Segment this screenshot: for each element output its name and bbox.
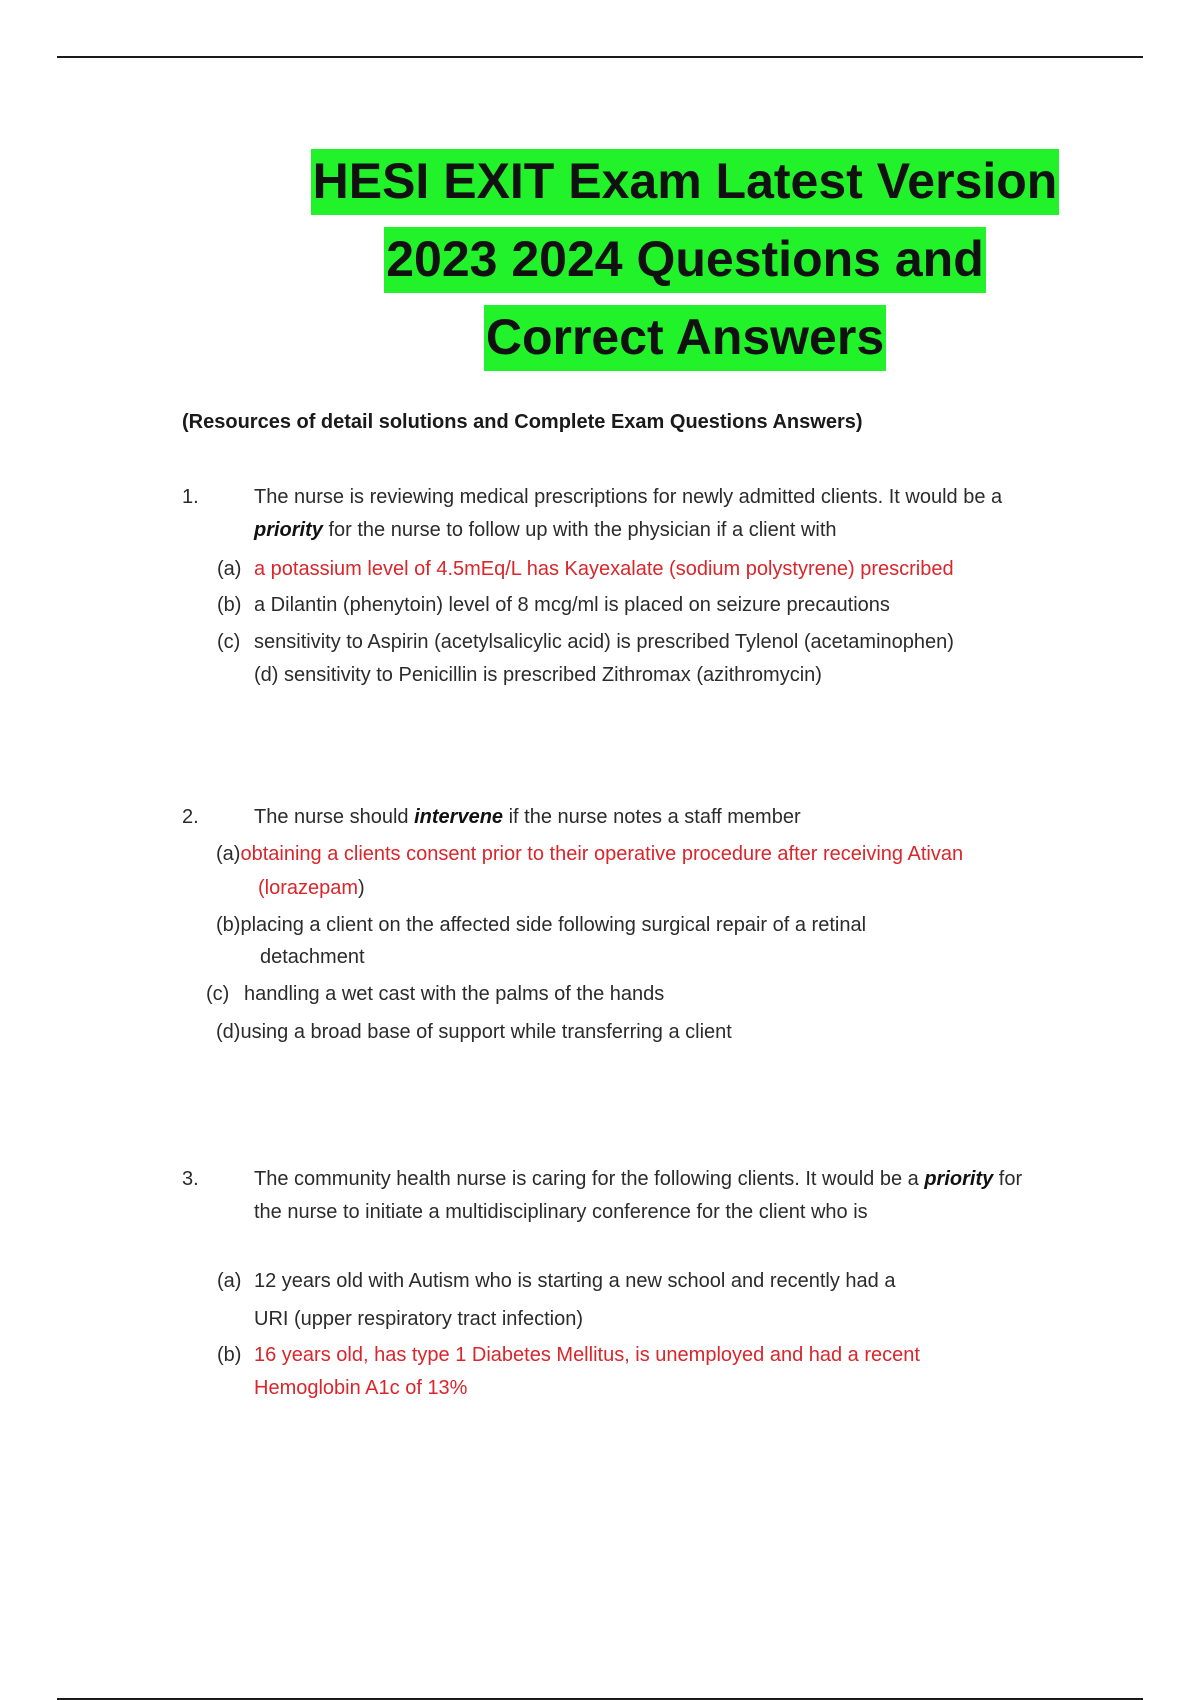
- option-d: (d)using a broad base of support while transferring a client: [216, 1021, 732, 1043]
- emphasis-priority: priority: [924, 1168, 994, 1190]
- option-text-correct-continued: Hemoglobin A1c of 13%: [254, 1377, 468, 1399]
- option-text-correct: 16 years old, has type 1 Diabetes Mellitus, is unemployed and had a recent: [254, 1344, 920, 1366]
- option-text: 12 years old with Autism who is starting a new school and recently had a: [254, 1270, 896, 1292]
- option-label: (b): [217, 594, 242, 616]
- option-a: (a)obtaining a clients consent prior to their operative procedure after receiving Ativan: [216, 843, 964, 865]
- option-text: a Dilantin (phenytoin) level of 8 mcg/ml is placed on seizure precautions: [254, 594, 890, 616]
- emphasis-intervene: intervene: [414, 806, 504, 828]
- option-a-continued: (lorazepam): [258, 877, 365, 899]
- option-text: handling a wet cast with the palms of the hands: [244, 983, 665, 1005]
- question-stem: The nurse should intervene if the nurse notes a staff member: [254, 806, 801, 828]
- option-b-continued: detachment: [260, 946, 365, 968]
- option-text-correct: a potassium level of 4.5mEq/L has Kayexalate (sodium polystyrene) prescribed: [254, 558, 954, 580]
- option-text: (d) sensitivity to Penicillin is prescribed Zithromax (azithromycin): [254, 664, 822, 686]
- question-stem: The community health nurse is caring for the following clients. It would be a priority for the nurse to initiate a multidisciplinary conference for the client who is: [254, 1168, 1023, 1223]
- option-text-continued: URI (upper respiratory tract infection): [254, 1308, 584, 1330]
- option-label: (c): [217, 631, 241, 653]
- title-line-1: HESI EXIT Exam Latest Version: [311, 149, 1060, 215]
- option-label: (b): [217, 1344, 242, 1366]
- option-label: (c): [206, 983, 230, 1005]
- question-stem: The nurse is reviewing medical prescriptions for newly admitted clients. It would be a priority for the nurse to follow up with the physician if a client with: [254, 486, 1003, 541]
- option-text: sensitivity to Aspirin (acetylsalicylic acid) is prescribed Tylenol (acetaminophen): [254, 631, 954, 653]
- question-number: 2.: [182, 806, 199, 828]
- subtitle: (Resources of detail solutions and Complete Exam Questions Answers): [182, 411, 863, 433]
- option-b: (b)placing a client on the affected side following surgical repair of a retinal: [216, 914, 867, 936]
- option-label: (a): [217, 1270, 242, 1292]
- top-rule: [57, 56, 1143, 58]
- title-line-3: Correct Answers: [484, 305, 886, 371]
- emphasis-priority: priority: [254, 519, 323, 541]
- option-label: (a): [217, 558, 242, 580]
- question-number: 1.: [182, 486, 199, 508]
- document-title: [300, 142, 1070, 376]
- title-line-2: 2023 2024 Questions and: [384, 227, 986, 293]
- question-number: 3.: [182, 1168, 199, 1190]
- option-text-correct: obtaining a clients consent prior to their operative procedure after receiving Ativan: [240, 843, 964, 865]
